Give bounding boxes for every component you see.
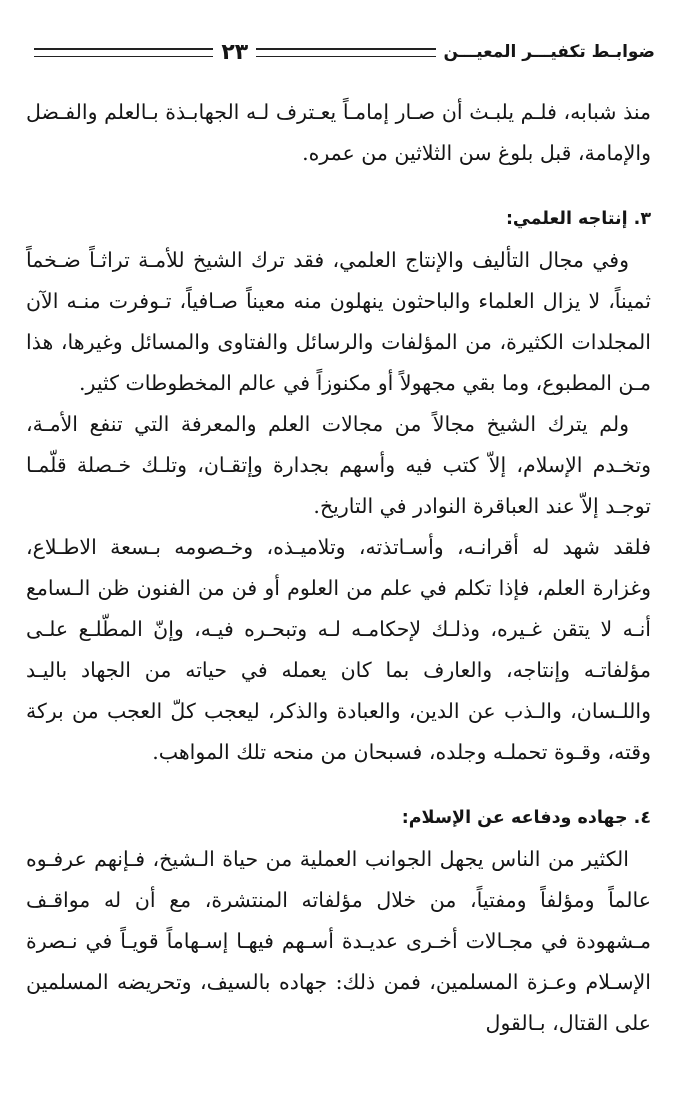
paragraph-jihad-defense-1: الكثير من الناس يجهل الجوانب العملية من حياة الـشيخ، فـإنهم عرفـوه عالماً ومؤلفاً ومفتياً، من خلال مؤلفاته المنتشرة، مع أن له مواقـف مـشهودة في مجـالات أخـرى عديـدة أسـهم فيهـا إسـهاماً قويـاً في نـصرة الإسـلام وعـزة المسلمين، فمن ذلك: جهاده بالسيف، وتحريضه المسلمين على القتال، بـالقول <box>26 847 651 1035</box>
paragraph-scholarly-output-2: ولم يترك الشيخ مجالاً من مجالات العلم والمعرفة التي تنفع الأمـة، وتخـدم الإسلام، إلاّ كتب فيه وأسهم بجدارة وإتقـان، وتلـك خـصلة قلّمـا توجـد إلاّ عند العباقرة النوادر في التاريخ. <box>26 412 651 518</box>
page-number: ٢٣ <box>221 39 249 65</box>
paragraph-scholarly-output-3: فلقد شهد له أقرانـه، وأسـاتذته، وتلاميـذه، وخـصومه بـسعة الاطـلاع، وغزارة العلم، فإذا تكلم في علم من العلوم أو فن من الفنون ظن الـسامع أنـه لا يتقن غـيره، وذلـك لإحكامـه لـه وتبحـره فيـه، وإنّ المطّلـع علـى مؤلفاتـه وإنتاجه، والعارف بما كان يعمله في حياته من الجهاد باليـد واللـسان، والـذب عن الدين، والعبادة والذكر، ليعجب كلّ العجب من بركة وقته، وقـوة تحملـه وجلده، فسبحان من منحه تلك المواهب. <box>26 535 651 764</box>
section-heading-jihad-defense: ٤. جهاده ودفاعه عن الإسلام: <box>401 808 651 828</box>
header-rule-left <box>34 48 213 57</box>
paragraph-scholarly-output-1: وفي مجال التأليف والإنتاج العلمي، فقد ترك الشيخ للأمـة تراثـاً ضـخماً ثميناً، لا يزال العلماء والباحثون ينهلون منه معيناً صـافياً، تـوفرت منـه الآن المجلدات الكثيرة، من المؤلفات والرسائل والفتاوى والمسائل وغيرها، هذا مـن المطبوع، وما بقي مجهولاً أو مكنوزاً في عالم المخطوطات كثير. <box>26 248 651 395</box>
header-rule-right <box>256 48 435 57</box>
running-header-title: ضوابـط تكفيـــر المعيـــن <box>443 42 655 62</box>
intro-paragraph: منذ شبابه، فلـم يلبـث أن صـار إمامـاً يعـترف لـه الجهابـذة بـالعلم والفـضل والإمامة، قبل بلوغ سن الثلاثين من عمره. <box>26 100 651 165</box>
page-body <box>26 92 651 1044</box>
section-heading-scholarly-output: ٣. إنتاجه العلمي: <box>505 209 651 229</box>
running-header <box>34 30 655 74</box>
